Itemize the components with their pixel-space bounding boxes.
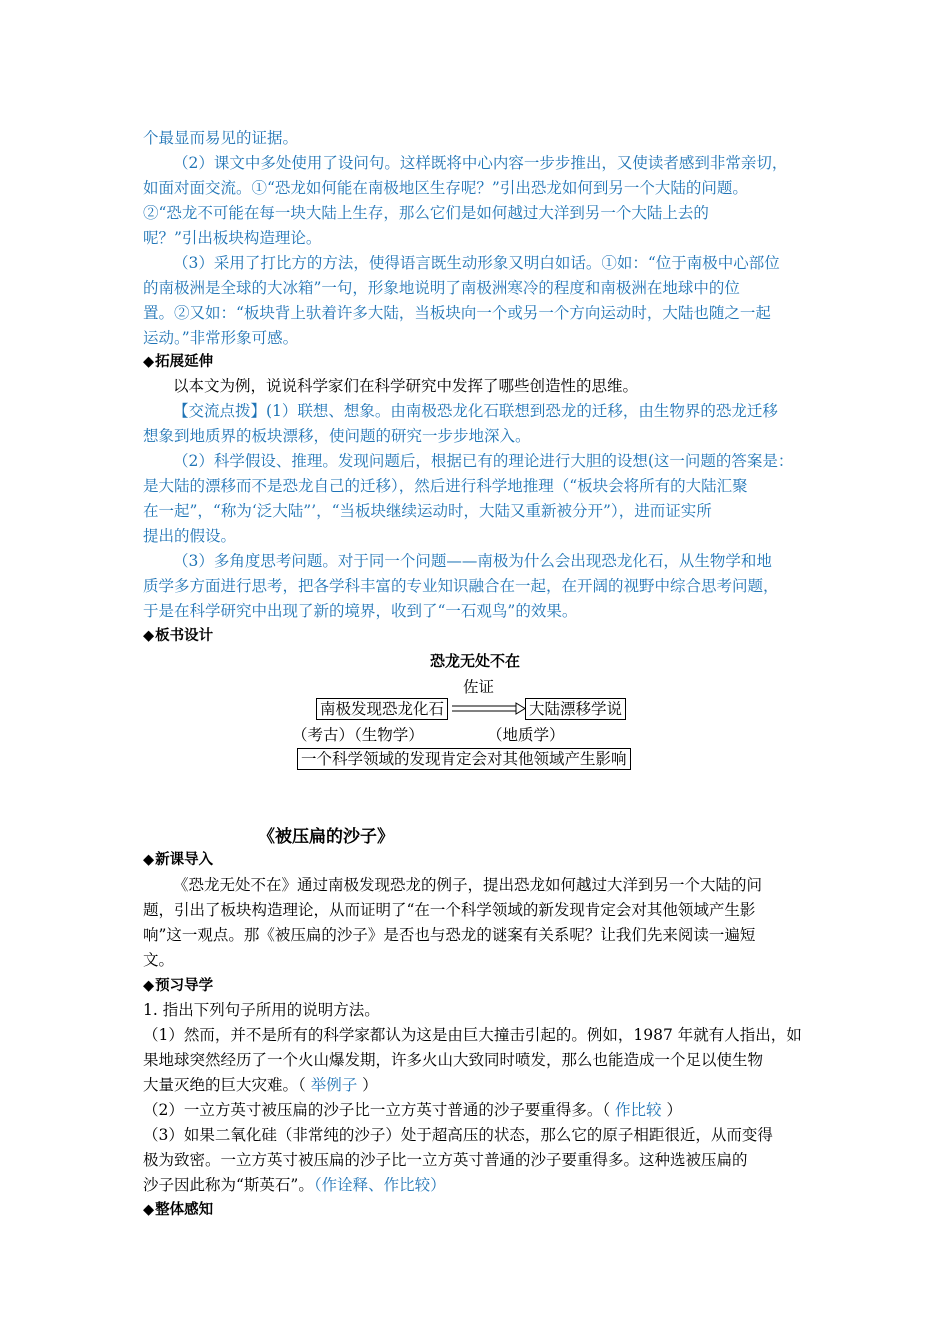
text-line: 呢？”引出板块构造理论。 [143,229,322,247]
section-heading-board: ◆板书设计 [143,624,813,649]
section-heading-intro: ◆新课导入 [143,848,813,873]
answer-text: 作比较 [615,1101,662,1119]
text-line: 题，引出了板块构造理论，从而证明了“在一个科学领域的新发现肯定会对其他领域产生影 [143,901,756,919]
text-line: 如面对面交流。①“恐龙如何能在南极地区生存呢？”引出恐龙如何到另一个大陆的问题。 [143,179,748,197]
text-line: （2）课文中多处使用了设问句。这样既将中心内容一步步推出，又使读者感到非常亲切， [173,154,788,172]
text-line: 运动。”非常形象可感。 [143,329,299,347]
text-line: 想象到地质界的板块漂移，使问题的研究一步步地深入。 [143,427,531,445]
diamond-icon: ◆ [143,978,155,994]
section-heading-preview: ◆预习导学 [143,974,813,999]
text-line: 的南极洲是全球的大冰箱”一句，形象地说明了南极洲寒冷的程度和南极洲在地球中的位 [143,279,740,297]
text-line: 个最显而易见的证据。 [143,129,299,147]
text-line: 极为致密。一立方英寸被压扁的沙子比一立方英寸普通的沙子要重得多。这种选被压扁的 [143,1151,748,1169]
section-heading-overall: ◆整体感知 [143,1198,813,1223]
text-line: 提出的假设。 [143,527,237,545]
answer-text: 举例子 [310,1076,358,1094]
preview-question: 1. 指出下列句子所用的说明方法。 [143,1001,380,1019]
diamond-icon: ◆ [143,1202,155,1218]
text-line: 果地球突然经历了一个火山爆发期，许多火山大致同时喷发，那么也能造成一个足以使生物 [143,1051,764,1069]
bottom-box: 一个科学领域的发现肯定会对其他领域产生影响 [297,748,631,770]
board-title: 恐龙无处不在 [429,652,520,670]
right-box: 大陆漂移学说 [525,698,626,720]
text-line: ②“恐龙不可能在每一块大陆上生存，那么它们是如何越过大洋到另一个大陆上去的 [143,204,709,222]
right-subtitle: （地质学） [487,726,565,744]
text-line: 质学多方面进行思考，把各学科丰富的专业知识融合在一起，在开阔的视野中综合思考问题， [143,577,779,595]
text-line: （1）然而，并不是所有的科学家都认为这是由巨大撞击引起的。例如，1987 年就有人指出，如 [143,1026,802,1044]
text-line: （2）科学假设、推理。发现问题后，根据已有的理论进行大胆的设想(这一问题的答案是： [173,452,794,470]
text-line: 响”这一观点。那《被压扁的沙子》是否也与恐龙的谜案有关系呢？让我们先来阅读一遍短 [143,926,756,944]
text-line: （3）如果二氧化硅（非常纯的沙子）处于超高压的状态，那么它的原子相距很近，从而变得 [143,1126,773,1144]
arrow-label: 佐证 [463,678,495,696]
left-box: 南极发现恐龙化石 [316,698,448,720]
lesson-title: 《被压扁的沙子》 [258,827,394,847]
text-line: 是大陆的漂移而不是恐龙自己的迁移），然后进行科学地推理（“板块会将所有的大陆汇聚 [143,477,748,495]
text-line: 于是在科学研究中出现了新的境界，收到了“一石观鸟”的效果。 [143,602,578,620]
double-arrow-icon [452,702,526,716]
text-line: 沙子因此称为“斯英石”。（作诠释、作比较） [143,1176,446,1194]
text-line: （3）多角度思考问题。对于同一个问题——南极为什么会出现恐龙化石，从生物学和地 [173,552,772,570]
extend-question: 以本文为例，说说科学家们在科学研究中发挥了哪些创造性的思维。 [173,377,639,395]
text-line: 【交流点拨】(1）联想、想象。由南极恐龙化石联想到恐龙的迁移，由生物界的恐龙迁移 [173,402,778,420]
section-heading-extend: ◆拓展延伸 [143,350,813,375]
text-line: 大量灭绝的巨大灾难。（ 举例子 ） [143,1076,378,1094]
text-line: （2）一立方英寸被压扁的沙子比一立方英寸普通的沙子要重得多。（ 作比较 ） [143,1101,682,1119]
text-line: 文。 [143,951,175,969]
text-line: 《恐龙无处不在》通过南极发现恐龙的例子，提出恐龙如何越过大洋到另一个大陆的问 [173,876,763,894]
text-line: （3）采用了打比方的方法，使得语言既生动形象又明白如话。①如：“位于南极中心部位 [173,254,780,272]
text-line: 在一起”，“称为‘泛大陆”’，“当板块继续运动时，大陆又重新被分开”），进而证实所 [143,502,712,520]
diamond-icon: ◆ [143,628,155,644]
diamond-icon: ◆ [143,852,155,868]
answer-text: （作诠释、作比较） [313,1176,446,1194]
left-subtitle: （考古）（生物学） [292,726,424,744]
diamond-icon: ◆ [143,354,155,370]
text-line: 置。②又如：“板块背上驮着许多大陆，当板块向一个或另一个方向运动时，大陆也随之一起 [143,304,771,322]
